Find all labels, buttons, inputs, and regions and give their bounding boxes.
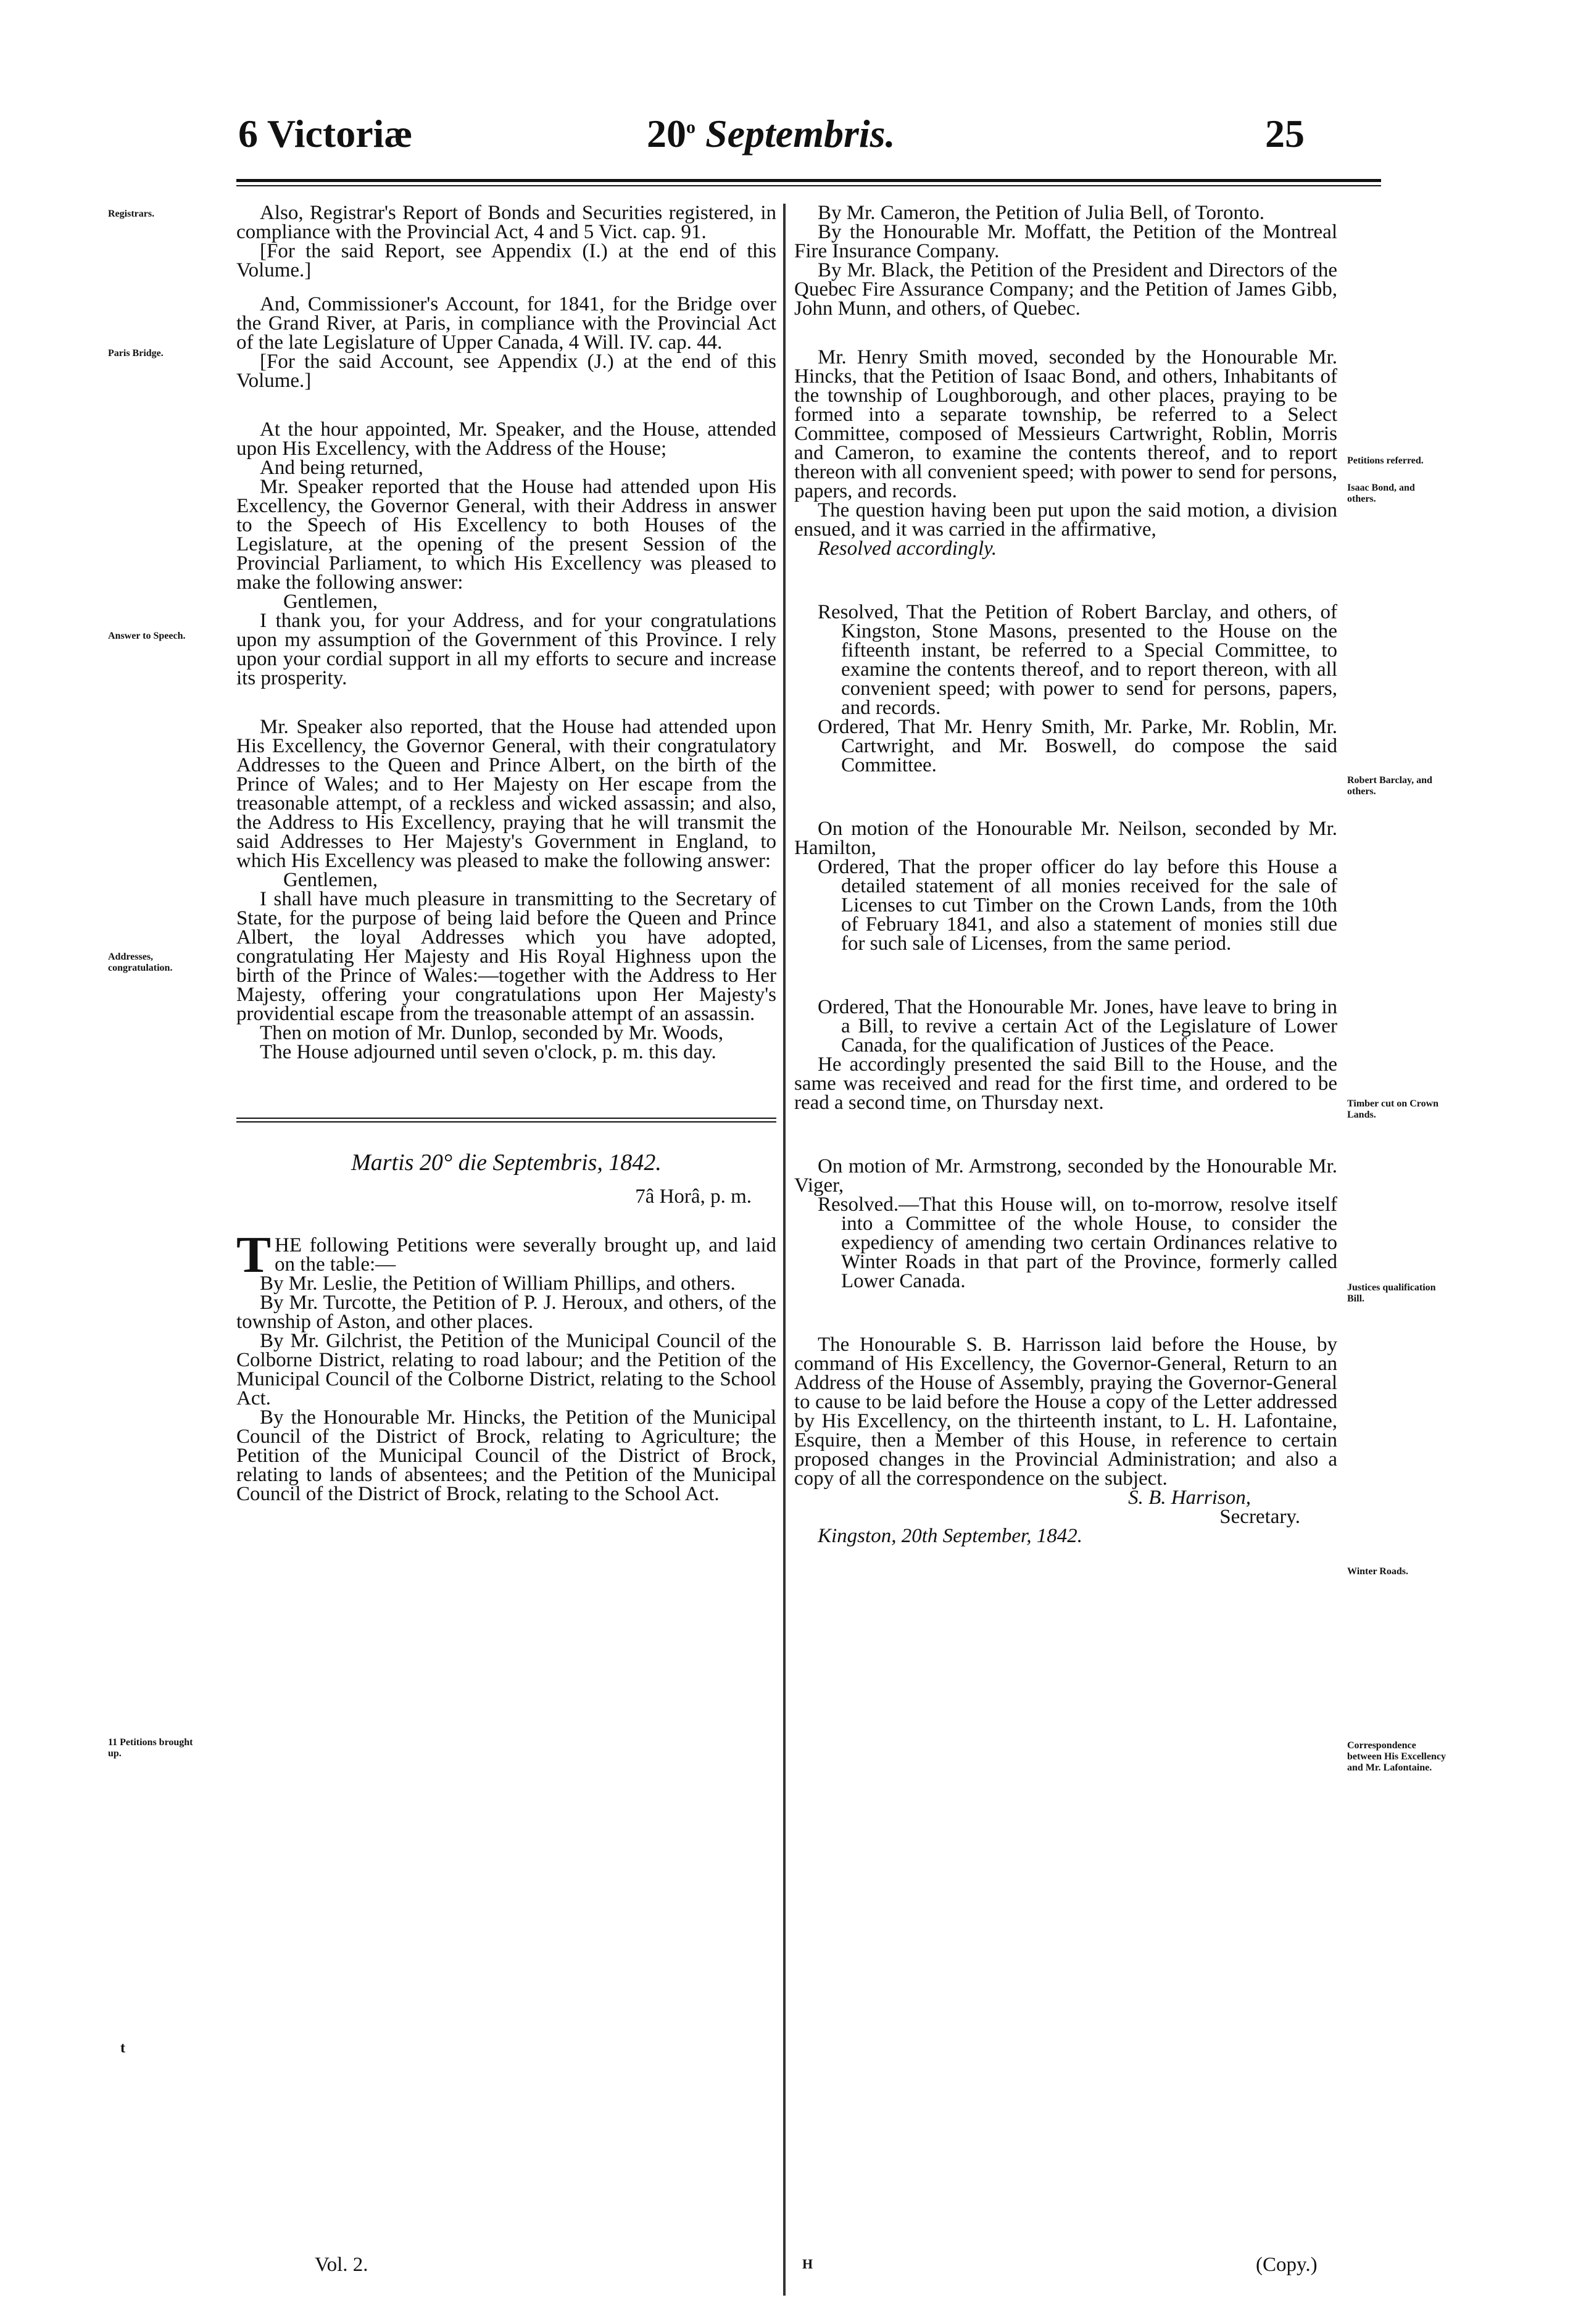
header-rule-thick <box>236 179 1381 182</box>
neilson-motion: On motion of the Honourable Mr. Neilson, seconded by Mr. Hamilton, <box>794 818 1337 859</box>
salutation-2: Gentlemen, <box>283 869 378 891</box>
petition-leslie: By Mr. Leslie, the Petition of William Phillips, and others. <box>260 1272 736 1295</box>
margin-note-correspondence: Correspondence between His Excellency and Mr. Lafontaine. <box>1347 1740 1446 1773</box>
header-day: 20 <box>647 112 686 156</box>
header-rule-thin <box>236 185 1381 186</box>
signature-place-date: Kingston, 20th September, 1842. <box>818 1525 1082 1547</box>
question-put-paragraph: The question having been put upon the said motion, a division ensued, and it was carried in the affirmative, <box>794 499 1337 541</box>
margin-note-petitions-referred: Petitions referred. <box>1347 455 1424 466</box>
dunlop-motion-line: Then on motion of Mr. Dunlop, seconded by Mr. Woods, <box>260 1022 724 1044</box>
running-header-left: 6 Victoriæ <box>238 112 413 156</box>
registrar-report-paragraph: Also, Registrar's Report of Bonds and Securities registered, in compliance with the Provincial Act, 4 and 5 Vict. cap. 91. <box>236 202 776 243</box>
column-divider <box>783 204 786 2296</box>
right-column <box>794 204 1337 1546</box>
petitions-intro-text: HE following Petitions were severally brought up, and laid on the table:— <box>275 1234 776 1276</box>
registrar-appendix-note: [For the said Report, see Appendix (I.) at the end of this Volume.] <box>236 240 776 281</box>
resolved-accordingly: Resolved accordingly. <box>818 537 997 560</box>
resolved-barclay: Resolved, That the Petition of Robert Barclay, and others, of Kingston, Stone Masons, presented to the House on the fifteenth instant, be referred to a Special Committee, to examine the contents thereof, and to report thereon, with all convenient speed; with power to send for persons, papers, and records. <box>818 601 1337 719</box>
petition-hincks: By the Honourable Mr. Hincks, the Petition of the Municipal Council of the District of Brock, relating to Agriculture; the Petition of the Municipal Council of the District of Brock, relating to lands of absentees; and the Petition of the Municipal Council of the District of Brock, relating to the School Act. <box>236 1406 776 1505</box>
paris-bridge-paragraph: And, Commissioner's Account, for 1841, for the Bridge over the Grand River, at Paris, in compliance with the Provincial Act of the late Legislature of Upper Canada, 4 Will. IV. cap. 44. <box>236 293 776 354</box>
margin-note-winter-roads: Winter Roads. <box>1347 1566 1408 1577</box>
governor-answer-2: I shall have much pleasure in transmitting to the Secretary of State, for the purpose of being laid before the Queen and Prince Albert, the loyal Addresses which you have adopted, congratulating Her Majesty and His Royal Highness upon the birth of the Prince of Wales:—together with the Address to Her Majesty, offering your congratulations upon Her Majesty's providential escape from the treasonable attempt of an assassin. <box>236 888 776 1025</box>
petition-moffatt: By the Honourable Mr. Moffatt, the Petition of the Montreal Fire Insurance Company. <box>794 221 1337 262</box>
volume-footer: Vol. 2. <box>315 2254 368 2276</box>
running-header-date <box>647 114 895 154</box>
petition-black: By Mr. Black, the Petition of the President and Directors of the Quebec Fire Assurance Company; and the Petition of James Gibb, John Munn, and others, of Quebec. <box>794 259 1337 320</box>
petition-cameron: By Mr. Cameron, the Petition of Julia Bell, of Toronto. <box>818 202 1264 224</box>
margin-note-timber: Timber cut on Crown Lands. <box>1347 1098 1439 1120</box>
margin-note-petitions-brought-up: 11 Petitions brought up. <box>108 1737 193 1759</box>
ordered-jones-bill: Ordered, That the Honourable Mr. Jones, have leave to bring in a Bill, to revive a certain Act of the Legislature of Lower Canada, for the qualification of Justices of the Peace. <box>818 996 1337 1056</box>
header-day-super: o <box>686 117 695 138</box>
harrisson-correspondence: The Honourable S. B. Harrisson laid before the House, by command of His Excellency, the Governor-General, Return to an Address of the House of Assembly, praying the Governor-General to cause to be laid before the House a copy of the Letter addressed by His Excellency, on the thirteenth instant, to L. H. Lafontaine, Esquire, then a Member of this House, in reference to certain proposed changes in the Provincial Administration; and also a copy of all the correspondence on the subject. <box>794 1334 1337 1490</box>
drop-cap: T <box>236 1226 272 1284</box>
salutation-1: Gentlemen, <box>283 591 378 613</box>
margin-note-justices: Justices qualification Bill. <box>1347 1282 1436 1304</box>
paris-bridge-appendix-note: [For the said Account, see Appendix (J.) at the end of this Volume.] <box>236 351 776 392</box>
left-column <box>236 204 776 1504</box>
session-date-heading: Martis 20° die Septembris, 1842. <box>351 1150 662 1176</box>
page-number: 25 <box>1265 112 1305 156</box>
session-divider-rule <box>236 1118 776 1123</box>
speaker-reported-paragraph: Mr. Speaker reported that the House had attended upon His Excellency, the Governor General, with their Address in answer to the Speech of His Excellency to both Houses of the Legislature, at the opening of the present Session of the Provincial Parliament, to which His Excellency was pleased to make the following answer: <box>236 476 776 594</box>
margin-note-answer-to-speech: Answer to Speech. <box>108 631 186 641</box>
margin-note-addresses: Addresses, congratulation. <box>108 952 173 973</box>
signature-mark: H <box>802 2256 813 2272</box>
governor-answer-1: I thank you, for your Address, and for your congratulations upon my assumption of the Government of this Province. I rely upon your cordial support in all my efforts to secure and increase its prosperity. <box>236 610 776 689</box>
margin-symbol: t <box>120 2040 125 2056</box>
margin-note-registrars: Registrars. <box>108 209 155 219</box>
signature-name: S. B. Harrison, <box>1128 1487 1251 1509</box>
margin-note-isaac-bond: Isaac Bond, and others. <box>1347 483 1415 504</box>
armstrong-motion: On motion of Mr. Armstrong, seconded by the Honourable Mr. Viger, <box>794 1155 1337 1197</box>
bill-presented: He accordingly presented the said Bill to the House, and the same was received and read for the first time, and ordered to be read a second time, on Thursday next. <box>794 1053 1337 1114</box>
header-month: Septembris. <box>705 112 895 156</box>
ordered-timber: Ordered, That the proper officer do lay before this House a detailed statement of all monies received for the sale of Licenses to cut Timber on the Crown Lands, from the 10th of February 1841, and also a statement of monies still due for such sale of Licenses, from the same period. <box>818 856 1337 955</box>
petition-turcotte: By Mr. Turcotte, the Petition of P. J. Heroux, and others, of the township of Aston, and other places. <box>236 1292 776 1333</box>
speaker-also-reported-paragraph: Mr. Speaker also reported, that the House had attended upon His Excellency, the Governor General, with their congratulatory Addresses to the Queen and Prince Albert, on the birth of the Prince of Wales; and to Her Majesty on Her escape from the treasonable attempt, of a reckless and wicked assassin; and also, the Address to His Excellency, praying that he will transmit the said Addresses to Her Majesty's Government in England, to which His Excellency was pleased to make the following answer: <box>236 716 776 872</box>
ordered-committee: Ordered, That Mr. Henry Smith, Mr. Parke, Mr. Roblin, Mr. Cartwright, and Mr. Boswell, do compose the said Committee. <box>818 716 1337 776</box>
signature-title: Secretary. <box>1219 1506 1300 1528</box>
margin-note-paris-bridge: Paris Bridge. <box>108 348 164 359</box>
margin-note-robert-barclay: Robert Barclay, and others. <box>1347 775 1432 797</box>
resolved-winter-roads: Resolved.—That this House will, on to-morrow, resolve itself into a Committee of the whole House, to consider the expediency of amending two certain Ordinances relative to Winter Roads in that part of the Province, formerly called Lower Canada. <box>818 1193 1337 1292</box>
returned-line: And being returned, <box>260 457 423 479</box>
adjourned-line: The House adjourned until seven o'clock, p. m. this day. <box>260 1041 716 1063</box>
copy-footer: (Copy.) <box>1256 2254 1318 2276</box>
petition-gilchrist: By Mr. Gilchrist, the Petition of the Municipal Council of the Colborne District, relating to road labour; and the Petition of the Municipal Council of the Colborne District, relating to the School Act. <box>236 1330 776 1409</box>
session-hour: 7â Horâ, p. m. <box>635 1185 752 1208</box>
henry-smith-motion: Mr. Henry Smith moved, seconded by the Honourable Mr. Hincks, that the Petition of Isaac Bond, and others, Inhabitants of the township of Loughborough, and other places, praying to be formed into a separate township, be referred to a Select Committee, composed of Messieurs Cartwright, Roblin, Morris and Cameron, to examine the contents thereof, and to report thereon with all convenient speed; with power to send for persons, papers, and records. <box>794 346 1337 502</box>
speaker-attended-paragraph: At the hour appointed, Mr. Speaker, and the House, attended upon His Excellency, with the Address of the House; <box>236 418 776 460</box>
